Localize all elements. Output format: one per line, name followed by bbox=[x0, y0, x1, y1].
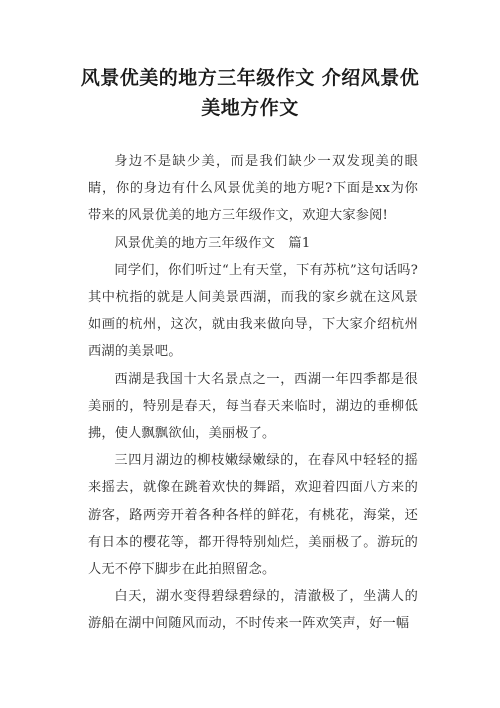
document-title-line-2: 美地方作文 bbox=[201, 97, 299, 119]
body-paragraph: 西湖是我国十大名景点之一，西湖一年四季都是很美丽的，特别是春天，每当春天来临时，湖边的垂柳低拂，使人飘飘欲仙，美丽极了。 bbox=[88, 371, 418, 442]
body-paragraph: 白天，湖水变得碧绿碧绿的，清澈极了，坐满人的游船在湖中间随风而动，不时传来一阵欢笑声，好一幅 bbox=[88, 589, 418, 632]
document-title-line-1: 风景优美的地方三年级作文 介绍风景优 bbox=[80, 67, 420, 89]
body-paragraph: 三四月湖边的柳枝嫩绿嫩绿的，在春风中轻轻的摇来摇去，就像在跳着欢快的舞蹈，欢迎着四面八方来的游客，路两旁开着各种各样的鲜花，有桃花，海棠，还有日本的樱花等，都开得特别灿烂，美丽极了。游玩的人无不停下脚步在此拍照留念。 bbox=[88, 453, 418, 578]
body-paragraph: 同学们，你们听过“上有天堂，下有苏杭”这句话吗?其中杭指的就是人间美景西湖，而我的家乡就在这风景如画的杭州，这次，就由我来做向导，下大家介绍杭州西湖的美景吧。 bbox=[88, 262, 418, 360]
document-body bbox=[88, 148, 418, 638]
intro-paragraph: 身边不是缺少美，而是我们缺少一双发现美的眼睛，你的身边有什么风景优美的地方呢?下面是xx为你带来的风景优美的地方三年级作文，欢迎大家参阅! bbox=[88, 154, 418, 224]
section-heading: 风景优美的地方三年级作文 篇1 bbox=[114, 235, 311, 251]
